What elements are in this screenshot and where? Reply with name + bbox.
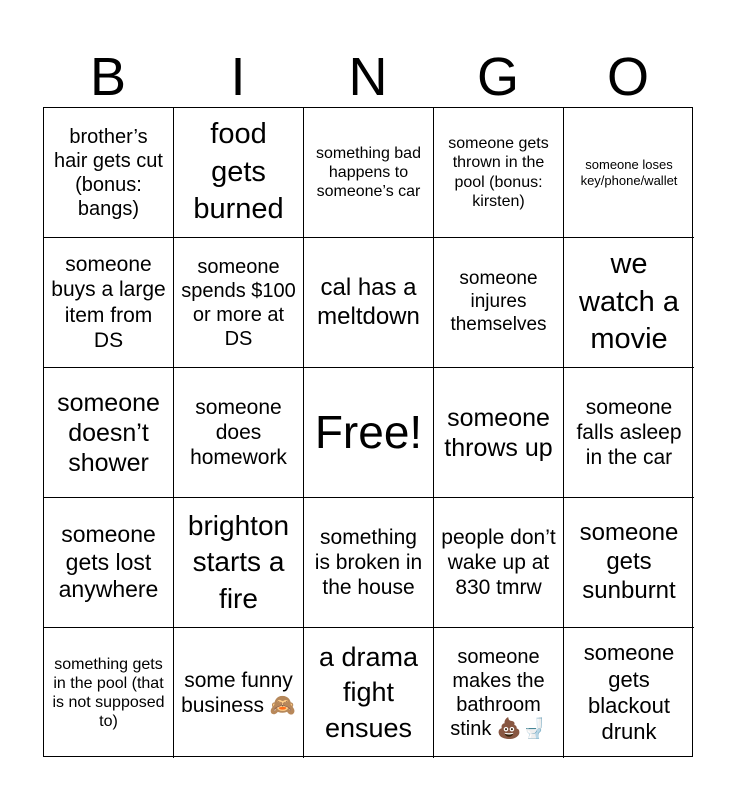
bingo-cell[interactable]	[44, 628, 174, 758]
bingo-cell[interactable]	[174, 108, 304, 238]
header-letter-g: G	[476, 47, 519, 107]
bingo-cell[interactable]	[564, 108, 694, 238]
bingo-cell[interactable]	[304, 368, 434, 498]
bingo-cell-text: someone gets sunburnt	[579, 519, 679, 604]
bingo-cell[interactable]	[564, 238, 694, 368]
bingo-cell[interactable]	[174, 238, 304, 368]
bingo-cell-text: someone injures themselves	[450, 268, 547, 335]
bingo-cell[interactable]	[304, 238, 434, 368]
bingo-cell[interactable]	[44, 108, 174, 238]
bingo-cell[interactable]	[44, 368, 174, 498]
bingo-cell[interactable]	[564, 498, 694, 628]
bingo-cell-text: someone loses key/phone/wallet	[580, 156, 678, 188]
bingo-cell-text: someone spends $100 or more at DS	[181, 255, 296, 350]
bingo-cell-text: brother’s hair gets cut (bonus: bangs)	[54, 125, 163, 220]
bingo-cell-text: someone gets thrown in the pool (bonus: kirsten)	[448, 135, 549, 210]
bingo-cell-text: something is broken in the house	[314, 525, 423, 600]
bingo-cell[interactable]	[174, 368, 304, 498]
bingo-cell[interactable]	[564, 628, 694, 758]
bingo-cell[interactable]	[564, 368, 694, 498]
bingo-cell-text: someone makes the bathroom stink 💩🚽	[450, 646, 547, 740]
bingo-cell-text: someone does homework	[190, 395, 287, 470]
bingo-cell-text: someone gets blackout drunk	[583, 640, 675, 745]
bingo-cell-text: someone buys a large item from DS	[51, 253, 166, 352]
bingo-cell[interactable]	[434, 628, 564, 758]
bingo-cell-text: food gets burned	[193, 117, 284, 226]
bingo-cell-text: some funny business 🙈	[181, 668, 296, 717]
bingo-cell[interactable]	[434, 368, 564, 498]
bingo-cell[interactable]	[434, 238, 564, 368]
bingo-cell-text: a drama fight ensues	[318, 642, 419, 743]
bingo-cell-text: someone doesn’t shower	[57, 388, 160, 477]
bingo-header	[43, 46, 693, 108]
bingo-cell[interactable]	[304, 498, 434, 628]
bingo-cell[interactable]	[44, 498, 174, 628]
bingo-cell[interactable]	[174, 628, 304, 758]
bingo-cell-text: something bad happens to someone’s car	[316, 144, 421, 201]
bingo-cell-text: brighton starts a fire	[187, 509, 290, 614]
header-letter-o: O	[606, 47, 649, 107]
bingo-cell-text: something gets in the pool (that is not supposed to)	[52, 655, 165, 731]
bingo-cell[interactable]	[304, 628, 434, 758]
bingo-cell[interactable]	[434, 108, 564, 238]
header-letter-n: N	[348, 47, 388, 107]
bingo-grid	[43, 107, 693, 757]
bingo-cell-text: someone gets lost anywhere	[58, 521, 159, 603]
bingo-cell-text: cal has a meltdown	[317, 273, 420, 330]
header-letter-b: B	[89, 47, 127, 107]
bingo-cell[interactable]	[434, 498, 564, 628]
bingo-cell-text: someone throws up	[444, 403, 553, 462]
bingo-cell[interactable]	[44, 238, 174, 368]
header-letter-i: I	[230, 47, 246, 107]
bingo-cell-text: people don’t wake up at 830 tmrw	[441, 525, 556, 600]
bingo-cell-text: Free!	[314, 405, 423, 458]
bingo-cell-text: we watch a movie	[579, 247, 679, 356]
bingo-cell[interactable]	[304, 108, 434, 238]
bingo-cell-text: someone falls asleep in the car	[576, 395, 682, 470]
bingo-cell[interactable]	[174, 498, 304, 628]
